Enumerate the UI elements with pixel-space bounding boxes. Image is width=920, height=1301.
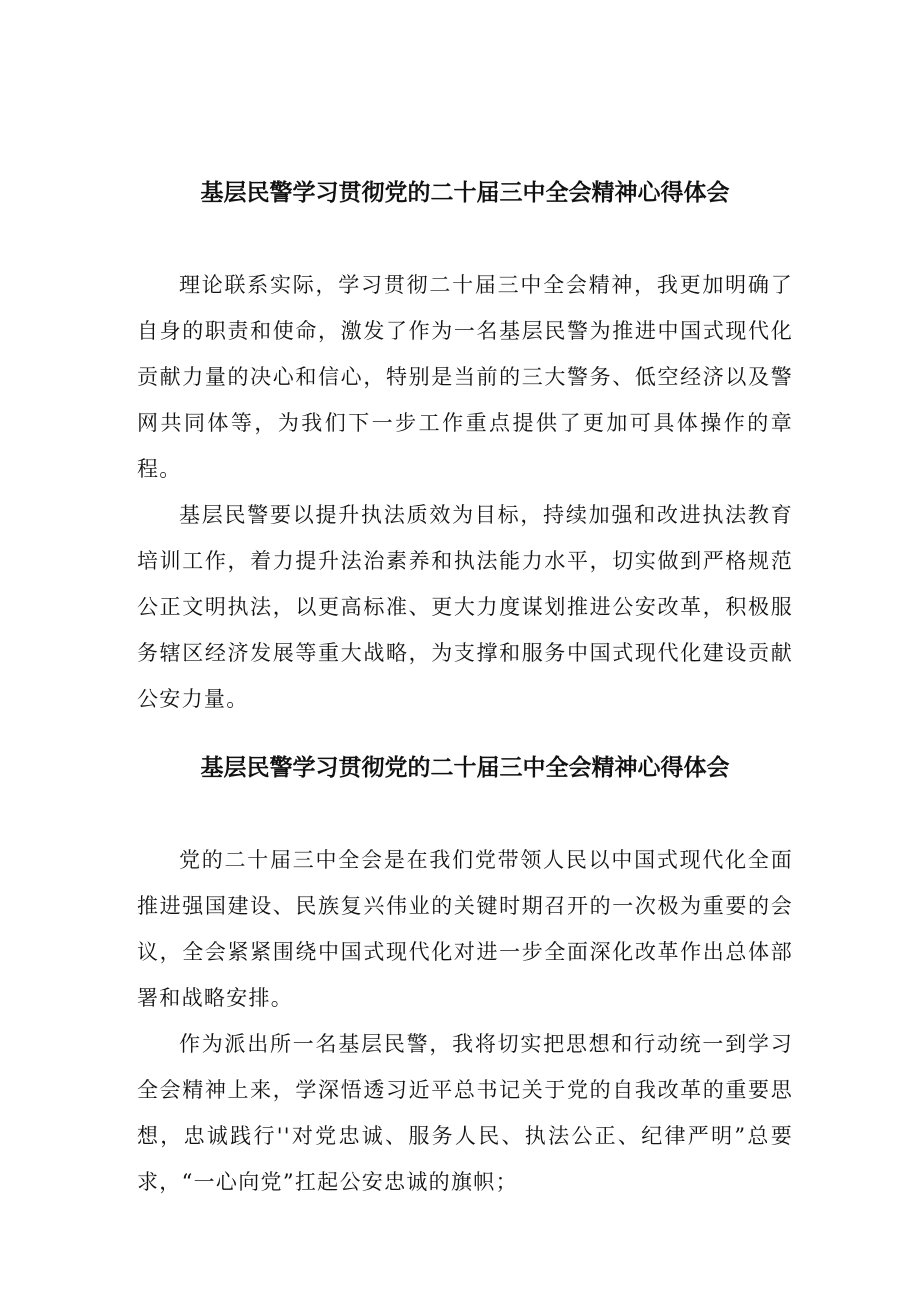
article-1-paragraph-2: 基层民警要以提升执法质效为目标，持续加强和改进执法教育培训工作，着力提升法治素养和执法能力水平，切实做到严格规范公正文明执法，以更高标准、更大力度谋划推进公安改革，积极服务辖区经济发展等重大战略，为支撑和服务中国式现代化建设贡献公安力量。: [137, 503, 793, 711]
article-1-body: [137, 262, 793, 722]
article-2: [137, 751, 793, 1205]
article-1-paragraph-1: 理论联系实际，学习贯彻二十届三中全会精神，我更加明确了自身的职责和使命，激发了作为一名基层民警为推进中国式现代化贡献力量的决心和信心，特别是当前的三大警务、低空经济以及警网共同体等，为我们下一步工作重点提供了更加可具体操作的章程。: [137, 273, 793, 481]
article-2-paragraph-2: 作为派出所一名基层民警，我将切实把思想和行动统一到学习全会精神上来，学深悟透习近平总书记关于党的自我改革的重要思想，忠诚践行''对党忠诚、服务人民、执法公正、纪律严明”总要求，“一心向党”扛起公安忠诚的旗帜；: [137, 1032, 793, 1194]
article-1: [137, 176, 793, 722]
article-2-title: 基层民警学习贯彻党的二十届三中全会精神心得体会: [200, 755, 730, 781]
article-2-paragraph-1: 党的二十届三中全会是在我们党带领人民以中国式现代化全面推进强国建设、民族复兴伟业的关键时期召开的一次极为重要的会议，全会紧紧围绕中国式现代化对进一步全面深化改革作出总体部署和战略安排。: [137, 848, 793, 1010]
article-2-body: [137, 837, 793, 1205]
article-1-title: 基层民警学习贯彻党的二十届三中全会精神心得体会: [200, 180, 730, 206]
